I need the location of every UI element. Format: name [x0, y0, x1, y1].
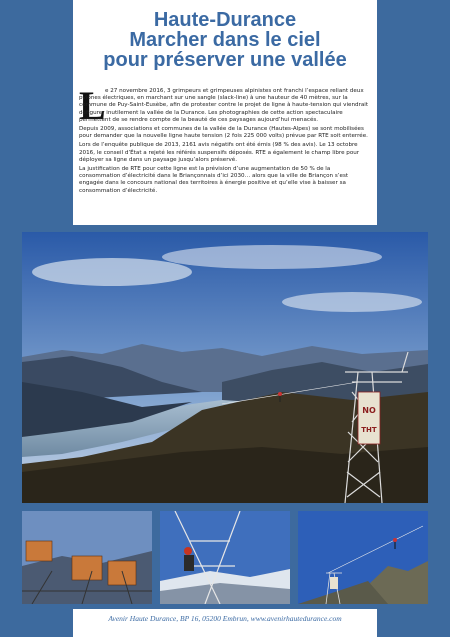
title-line-1: Haute-Durance: [153, 9, 297, 31]
article-text: [79, 83, 371, 197]
title-line-3: pour préserver une vallée: [103, 49, 347, 71]
page-title: [73, 0, 377, 70]
paragraph-1: e 27 novembre 2016, 3 grimpeurs et grimpeuses alpinistes ont franchi l’espace reliant deux pylônes électriques, en marchant sur une sangle (slack-line) à une hauteur de 40 mètres, sur la commune de Puy-Saint-Eusèbe, afin de protester contre le projet de ligne à haute-tension qui viendrait défigurer inutilement la vallée de la Durance. Les photographies de cette action spectaculaire permettent de se rendre compte de la beauté de ces paysages aujourd’hui menacés.: [79, 88, 369, 123]
article-body: [73, 80, 377, 225]
footer-text: Avenir Haute Durance, BP 16, 05200 Embrun, www.avenirhautedurance.com: [108, 614, 342, 623]
photo-banners: [22, 511, 152, 604]
banner-text-tht: THT: [361, 426, 377, 434]
main-photo: [22, 232, 428, 503]
photo-climber-pylon: [160, 511, 290, 604]
footer: [73, 609, 377, 637]
header: [73, 0, 377, 80]
banner-text-no: NO: [362, 406, 376, 415]
paragraph-4: La justification de RTE pour cette ligne est la prévision d’une augmentation de 50 % de la consommation d’électricité dans le Briançonnais d’ici 2030… alors que la ville de Briançon s’est engagée dans le concours national des territoires à énergie positive et qu’elle vise à baisser sa consommation d’électricité.: [79, 166, 349, 194]
title-line-2: Marcher dans le ciel: [129, 29, 321, 51]
paragraph-3: Lors de l’enquête publique de 2013, 2161 avis négatifs ont été émis (98 % des avis). Le 13 octobre 2016, le conseil d’État a rejeté les référés suspensifs déposés. RTE a également le champ libre pour déployer sa ligne dans un paysage jusqu’alors préservé.: [79, 142, 360, 163]
drop-cap: L: [79, 83, 106, 128]
photo-slackline: [298, 511, 428, 604]
paragraph-2: Depuis 2009, associations et communes de la vallée de la Durance (Hautes-Alpes) se sont mobilisées pour demander que la nouvelle ligne haute tension (2 fois 225 000 volts) prévue par RTE soit enterrée.: [79, 126, 368, 140]
